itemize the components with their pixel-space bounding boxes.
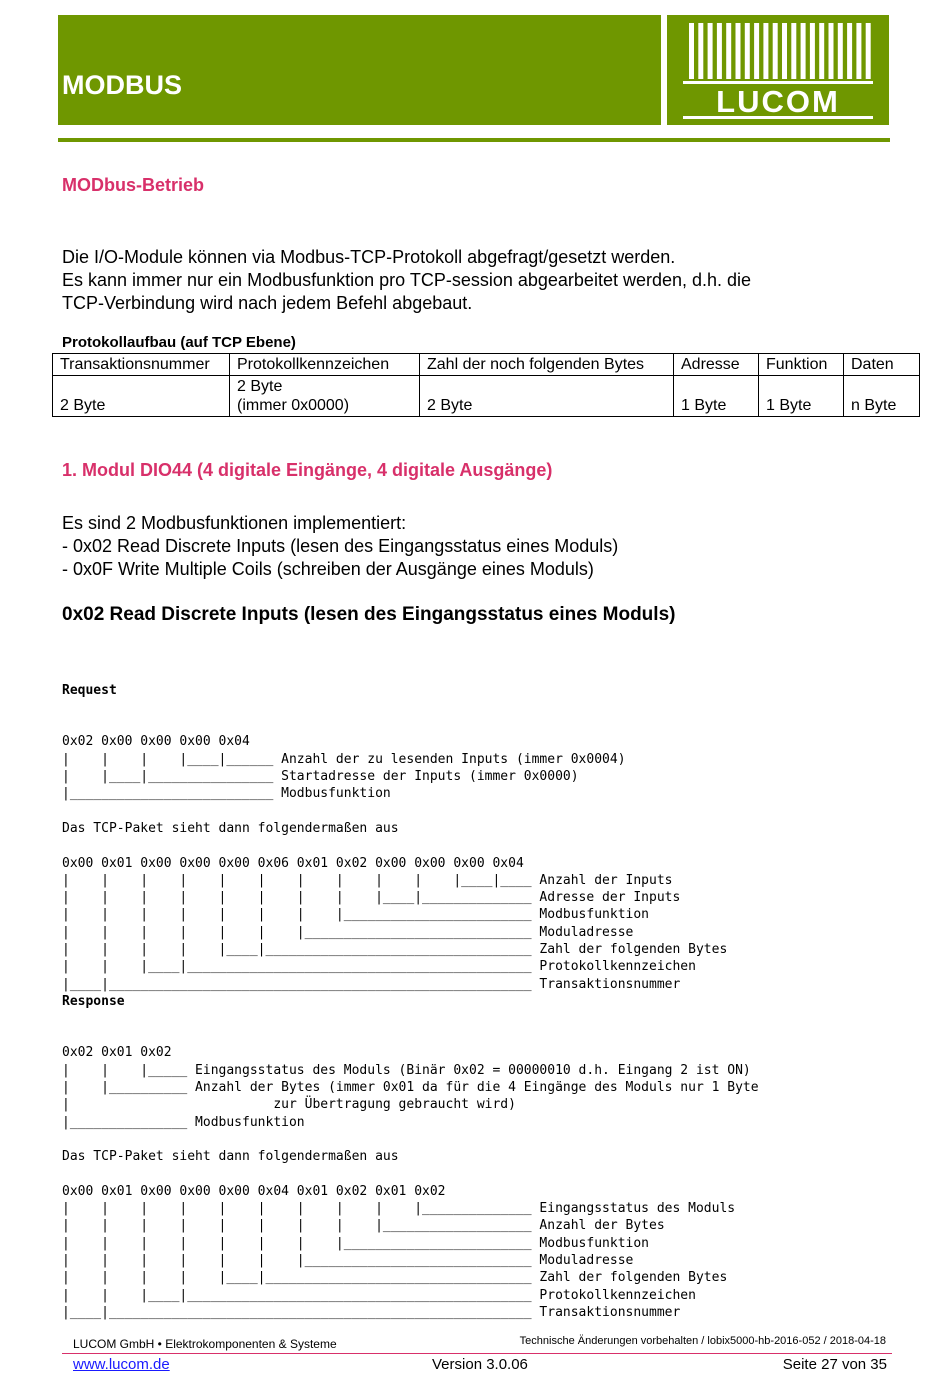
request-line: | | | | | | | | |____|______________ Adresse der Inputs	[62, 890, 681, 906]
response-line: | zur Übertragung gebraucht wird)	[62, 1097, 516, 1113]
page-title: MODBUS	[62, 70, 182, 100]
request-line: 0x02 0x00 0x00 0x00 0x04	[62, 734, 250, 750]
request-line: |__________________________ Modbusfunktion	[62, 786, 391, 802]
response-line: | | | | | | |_____________________________ Moduladresse	[62, 1253, 634, 1269]
request-line	[62, 837, 727, 854]
table-cell: 2 Byte	[420, 376, 674, 417]
table-header-cell: Transaktionsnummer	[53, 354, 230, 376]
table-row	[53, 376, 920, 417]
logo-text: LUCOM	[716, 84, 840, 119]
response-line: |____|______________________________________________________ Transaktionsnummer	[62, 1304, 681, 1320]
lucom-logo	[667, 15, 889, 125]
response-line: 0x00 0x01 0x00 0x00 0x00 0x04 0x01 0x02 0x01 0x02	[62, 1183, 446, 1199]
request-line: | | | | | | | |________________________ Modbusfunktion	[62, 907, 649, 923]
intro-text	[62, 246, 751, 315]
website-link[interactable]: www.lucom.de	[73, 1356, 170, 1373]
intro-line: TCP-Verbindung wird nach jedem Befehl abgebaut.	[62, 293, 473, 313]
request-line	[62, 803, 727, 820]
intro-line: Es kann immer nur ein Modbusfunktion pro TCP-session abgearbeitet werden, d.h. die	[62, 270, 752, 290]
response-line: | | | | | | | |________________________ Modbusfunktion	[62, 1235, 649, 1251]
request-line: | |____|________________ Startadresse der Inputs (immer 0x0000)	[62, 769, 579, 785]
request-lines	[62, 733, 727, 992]
request-line: |____|______________________________________________________ Transaktionsnummer	[62, 976, 681, 992]
module-intro-line: Es sind 2 Modbusfunktionen implementiert:	[62, 513, 407, 533]
module-title: 1. Modul DIO44 (4 digitale Eingänge, 4 digitale Ausgänge)	[62, 460, 553, 480]
module-intro	[62, 512, 618, 581]
protocol-table-caption: Protokollaufbau (auf TCP Ebene)	[62, 334, 296, 351]
footer-company: LUCOM GmbH • Elektrokomponenten & Systeme	[73, 1337, 337, 1351]
table-cell: 1 Byte	[674, 376, 759, 417]
table-cell	[230, 376, 420, 417]
response-block	[62, 958, 759, 1339]
request-label: Request	[62, 682, 117, 698]
table-cell-line: 2 Byte	[237, 378, 283, 395]
response-line: 0x02 0x01 0x02	[62, 1045, 172, 1061]
module-intro-line: - 0x0F Write Multiple Coils (schreiben der Ausgänge eines Moduls)	[62, 559, 594, 579]
request-line: | | | | | | |_____________________________ Moduladresse	[62, 924, 634, 940]
logo-graphic	[667, 15, 889, 125]
request-line: | | |____|____________________________________________ Protokollkennzeichen	[62, 959, 696, 975]
table-header-cell: Protokollkennzeichen	[230, 354, 420, 376]
table-cell: 1 Byte	[759, 376, 844, 417]
response-line: | | | | | | | | |___________________ Anzahl der Bytes	[62, 1218, 665, 1234]
table-header-cell: Adresse	[674, 354, 759, 376]
table-cell-line: (immer 0x0000)	[237, 397, 350, 414]
table-cell: 2 Byte	[53, 376, 230, 417]
intro-line: Die I/O-Module können via Modbus-TCP-Protokoll abgefragt/gesetzt werden.	[62, 247, 676, 267]
footer-notice: Technische Änderungen vorbehalten / lobix5000-hb-2016-052 / 2018-04-18	[519, 1335, 886, 1347]
request-block	[62, 647, 727, 1010]
function-heading: 0x02 Read Discrete Inputs (lesen des Eingangsstatus eines Moduls)	[62, 604, 676, 625]
response-line	[62, 1166, 759, 1183]
request-line: | | | | | | | | | | |____|____ Anzahl der Inputs	[62, 872, 673, 888]
table-header-cell: Daten	[844, 354, 920, 376]
response-line: | | |____|____________________________________________ Protokollkennzeichen	[62, 1287, 696, 1303]
response-line	[62, 1131, 759, 1148]
response-line: Das TCP-Paket sieht dann folgendermaßen aus	[62, 1149, 399, 1165]
response-line: | | | | | | | | | |______________ Eingangsstatus des Moduls	[62, 1201, 736, 1217]
request-line: Das TCP-Paket sieht dann folgendermaßen aus	[62, 820, 399, 836]
response-line: |_______________ Modbusfunktion	[62, 1114, 305, 1130]
request-line: | | | |____|______ Anzahl der zu lesenden Inputs (immer 0x0004)	[62, 751, 626, 767]
response-label: Response	[62, 993, 125, 1009]
section-title: MODbus-Betrieb	[62, 175, 205, 195]
response-line: | |__________ Anzahl der Bytes (immer 0x01 da für die 4 Eingänge des Moduls nur 1 Byte	[62, 1080, 759, 1096]
protocol-table	[52, 353, 920, 417]
request-line: | | | | |____|__________________________________ Zahl der folgenden Bytes	[62, 942, 728, 958]
table-header-cell: Funktion	[759, 354, 844, 376]
page-number: Seite 27 von 35	[782, 1356, 887, 1373]
footer-rule	[62, 1353, 892, 1354]
request-line: 0x00 0x01 0x00 0x00 0x00 0x06 0x01 0x02 0x00 0x00 0x00 0x04	[62, 855, 524, 871]
header-rule	[58, 138, 890, 142]
response-line: | | | | |____|__________________________________ Zahl der folgenden Bytes	[62, 1270, 728, 1286]
table-header-cell: Zahl der noch folgenden Bytes	[420, 354, 674, 376]
table-header-row	[53, 354, 920, 376]
table-cell: n Byte	[844, 376, 920, 417]
module-intro-line: - 0x02 Read Discrete Inputs (lesen des Eingangsstatus eines Moduls)	[62, 536, 619, 556]
version-label: Version 3.0.06	[432, 1356, 528, 1373]
response-line: | | |_____ Eingangsstatus des Moduls (Binär 0x02 = 00000010 d.h. Eingang 2 ist ON)	[62, 1062, 751, 1078]
response-lines	[62, 1044, 759, 1321]
